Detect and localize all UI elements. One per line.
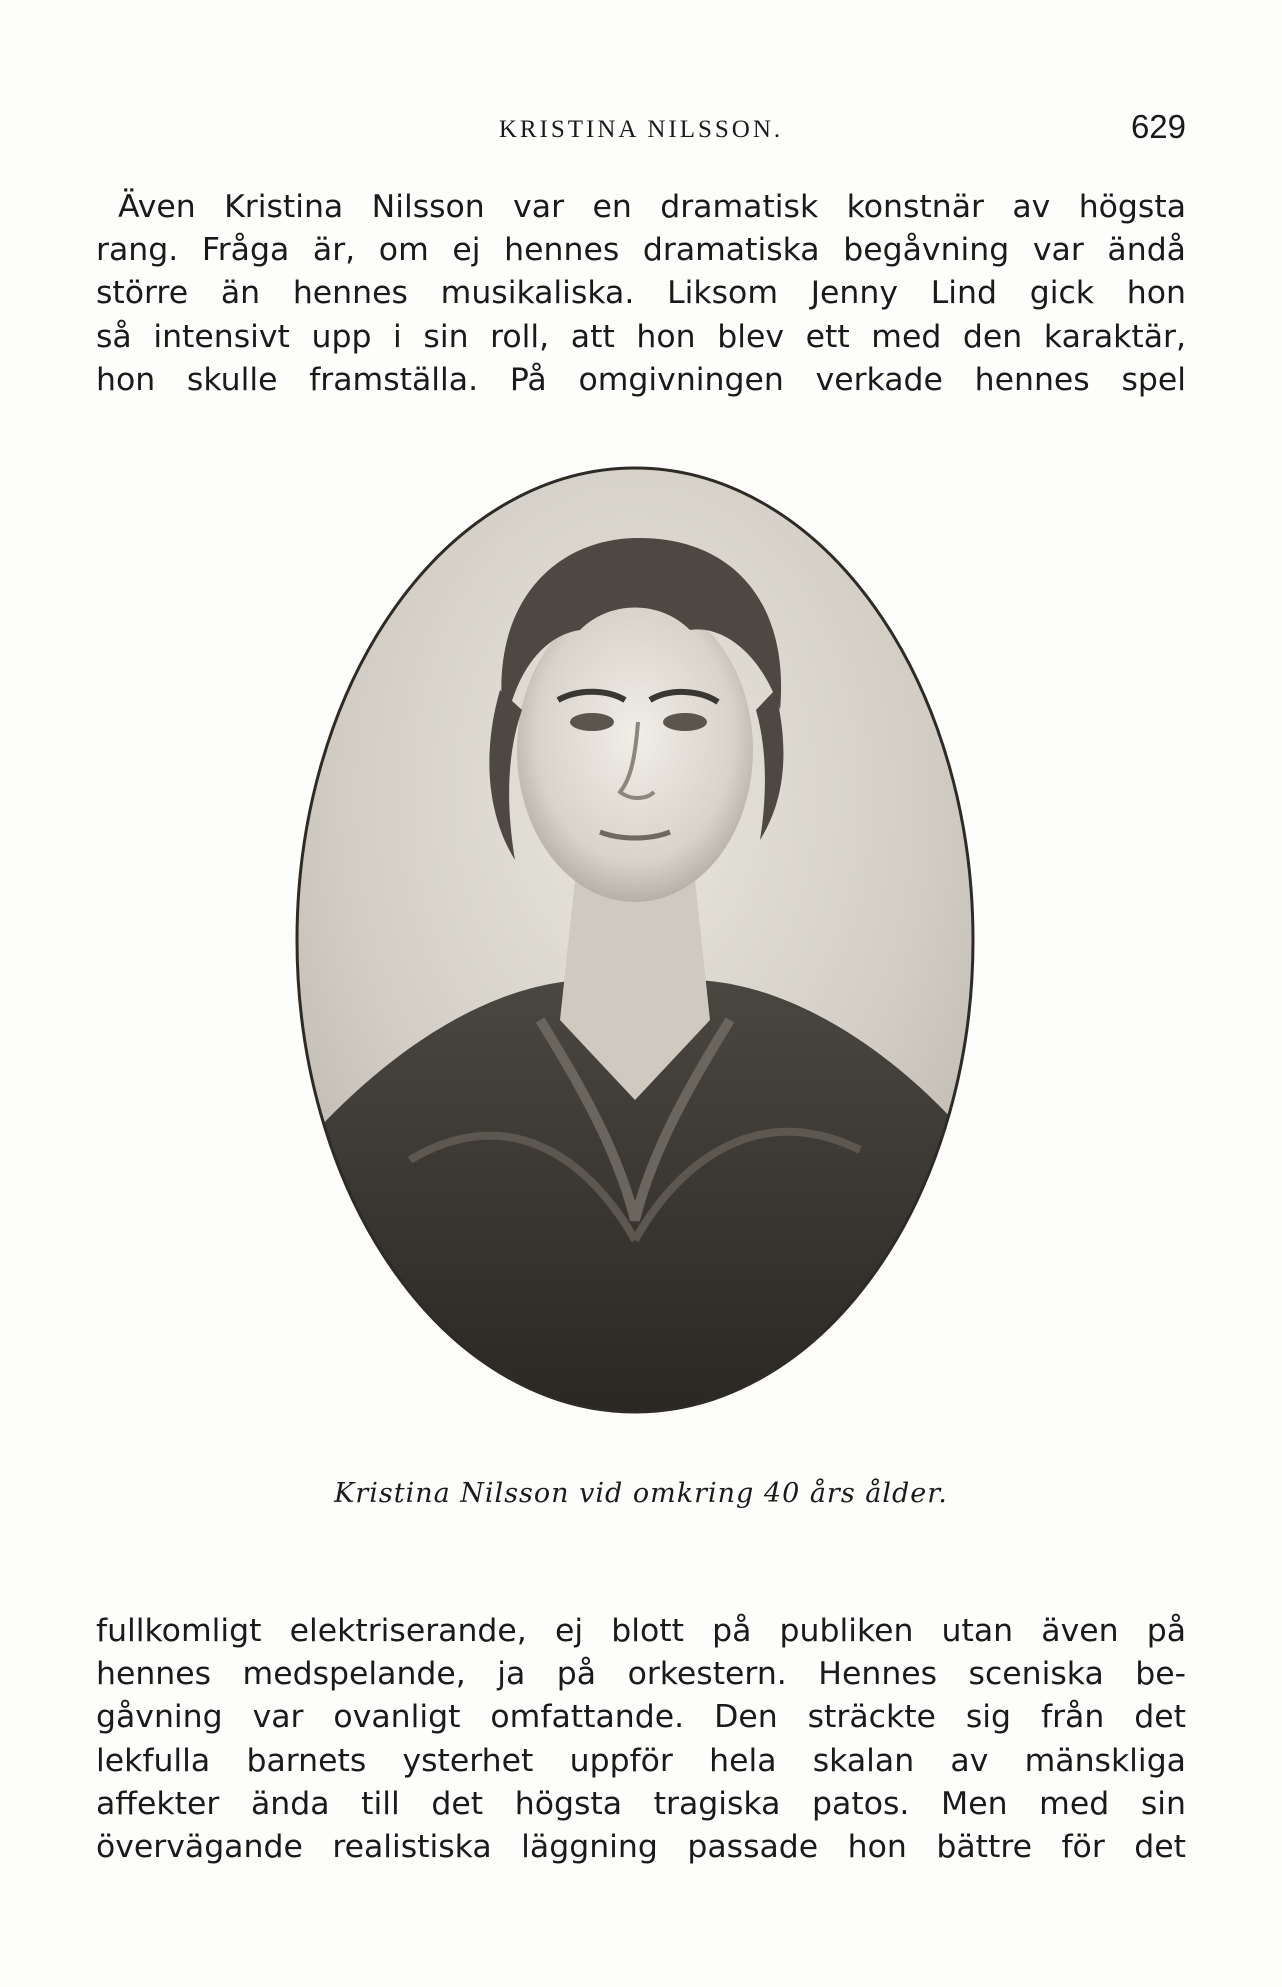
running-head	[96, 108, 1186, 148]
text-line: gåvning var ovanligt omfattande. Den sträckte sig från det	[96, 1699, 1186, 1736]
text-line: Även Kristina Nilsson var en dramatisk konstnär av högsta	[118, 189, 1186, 225]
text-line: hon skulle framställa. På omgivningen verkade hennes spel	[96, 361, 1186, 398]
text-line: rang. Fråga är, om ej hennes dramatiska begåvning var ändå	[96, 232, 1186, 269]
page-number: 629	[1130, 108, 1186, 145]
figure-caption: Kristina Nilsson vid omkring 40 års ålder.	[334, 1478, 948, 1509]
top-paragraph	[96, 186, 1186, 402]
bottom-paragraph	[96, 1610, 1186, 1869]
text-line: övervägande realistiska läggning passade hon bättre för det	[96, 1829, 1186, 1866]
text-line: fullkomligt elektriserande, ej blott på publiken utan även på	[96, 1613, 1186, 1649]
portrait-photograph	[290, 460, 980, 1420]
text-line: lekfulla barnets ysterhet uppför hela skalan av mänskliga	[96, 1742, 1186, 1779]
text-line: större än hennes musikaliska. Liksom Jenny Lind gick hon	[96, 275, 1186, 312]
text-line: hennes medspelande, ja på orkestern. Hennes sceniska be-	[96, 1656, 1186, 1693]
text-line: affekter ända till det högsta tragiska patos. Men med sin	[96, 1785, 1186, 1822]
text-line: så intensivt upp i sin roll, att hon blev ett med den karaktär,	[96, 318, 1186, 355]
running-title: KRISTINA NILSSON.	[498, 116, 784, 143]
